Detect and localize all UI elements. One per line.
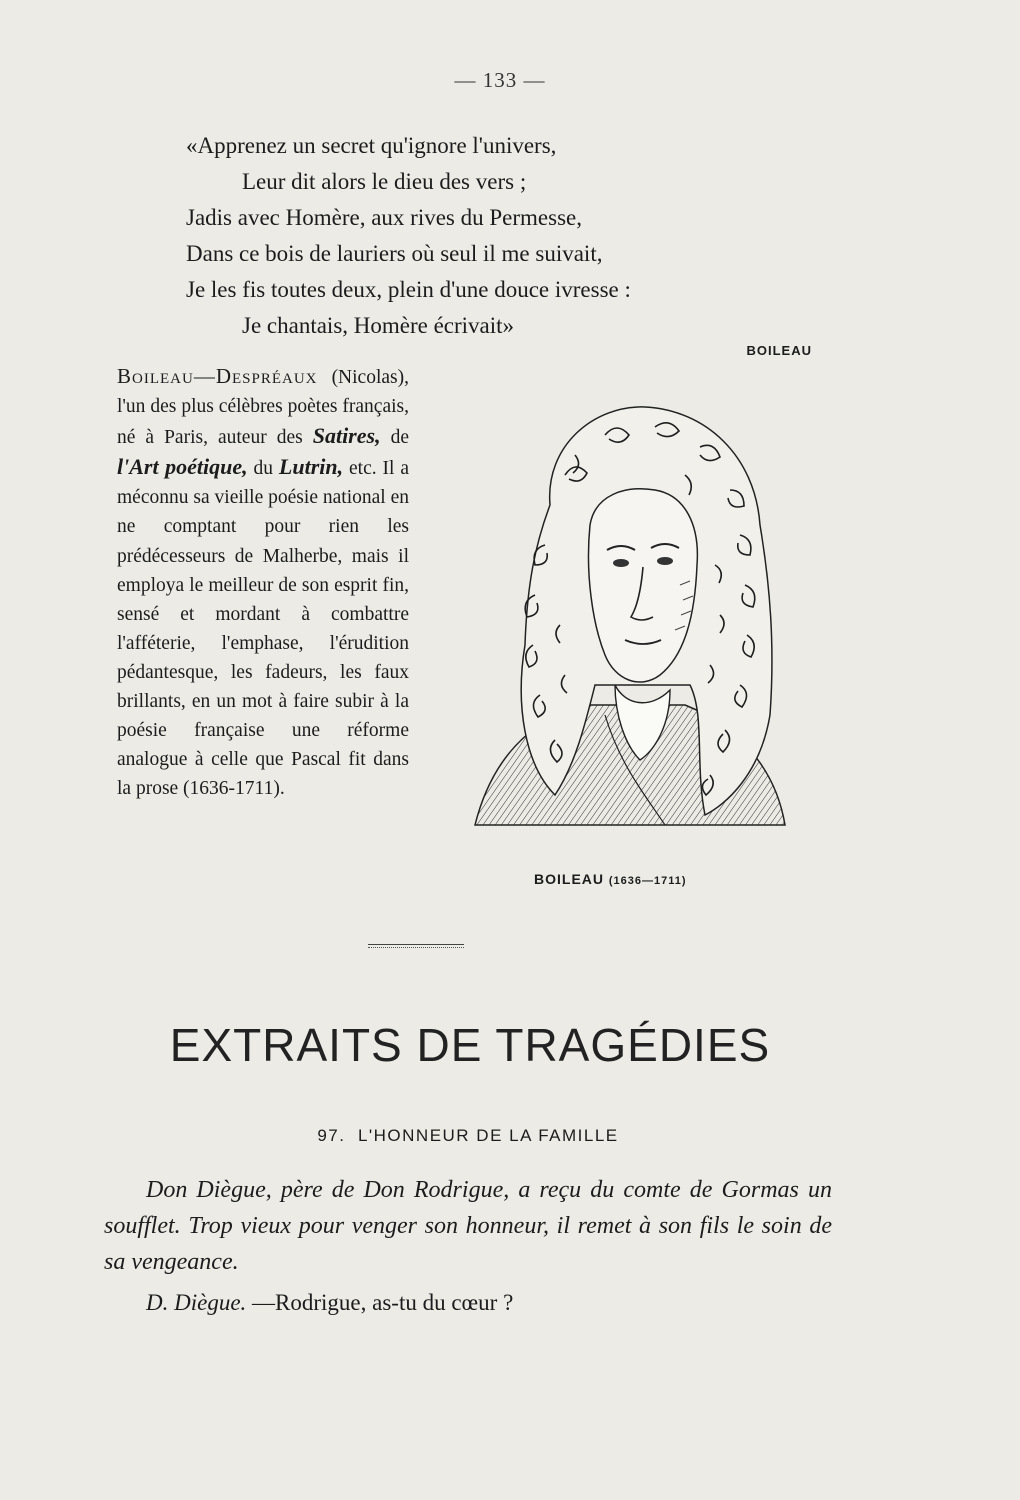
poem-line: Dans ce bois de lauriers où seul il me suivait,: [186, 241, 603, 266]
dialogue-line: [146, 1290, 513, 1316]
poem-line: «Apprenez un secret qu'ignore l'univers,: [186, 133, 557, 158]
bio-text: de: [380, 427, 409, 449]
bio-text: etc. Il a méconnu sa vieille poésie national en ne comptant pour rien les prédécesseurs de Malherbe, mais il employa le meilleur de son esprit fin, sensé et mordant à combattre l'afféterie, l'emphase, l'érudition pédantesque, les fadeurs, les faux brillants, en un mot à faire subir à la poésie française une réforme analogue à celle que Pascal fit dans la prose (1636-1711).: [117, 458, 409, 800]
dialogue-text: —Rodrigue, as-tu du cœur ?: [252, 1290, 514, 1315]
portrait-caption: [534, 871, 687, 887]
bio-work-title: Lutrin,: [278, 454, 344, 480]
extract-introduction: Don Diègue, père de Don Rodrigue, a reçu du comte de Gormas un soufflet. Trop vieux pour venger son honneur, il remet à son fils le soin de sa vengeance.: [104, 1177, 832, 1275]
bio-work-title: l'Art poétique,: [117, 454, 248, 480]
biography-paragraph: [117, 362, 409, 803]
portrait-caption-name: BOILEAU: [534, 871, 604, 887]
bio-text: (Nicolas), l'un des plus célèbres poètes français, né à Paris, auteur des: [117, 367, 409, 449]
section-divider: [368, 944, 464, 948]
extract-heading: [0, 1126, 936, 1146]
boileau-portrait-engraving: [455, 385, 795, 860]
bio-name: Boileau—Despréaux: [117, 364, 318, 388]
poem-line: Je chantais, Homère écrivait»: [242, 313, 515, 338]
extract-title: L'HONNEUR DE LA FAMILLE: [357, 1126, 619, 1145]
bio-text: du: [247, 458, 279, 480]
portrait-caption-dates: (1636—1711): [608, 875, 687, 887]
extract-number: 97.: [317, 1126, 346, 1145]
poem-author: BOILEAU: [746, 343, 812, 358]
poem-line: Leur dit alors le dieu des vers ;: [242, 169, 527, 194]
bio-work-title: Satires,: [312, 423, 381, 449]
poem-line: Je les fis toutes deux, plein d'une douce ivresse :: [186, 277, 631, 302]
dialogue-speaker: D. Diègue.: [146, 1290, 247, 1315]
section-title: EXTRAITS DE TRAGÉDIES: [169, 1019, 771, 1071]
poem-quotation: [186, 128, 631, 344]
page-number: — 133 —: [454, 68, 546, 92]
poem-line: Jadis avec Homère, aux rives du Permesse,: [186, 205, 582, 230]
